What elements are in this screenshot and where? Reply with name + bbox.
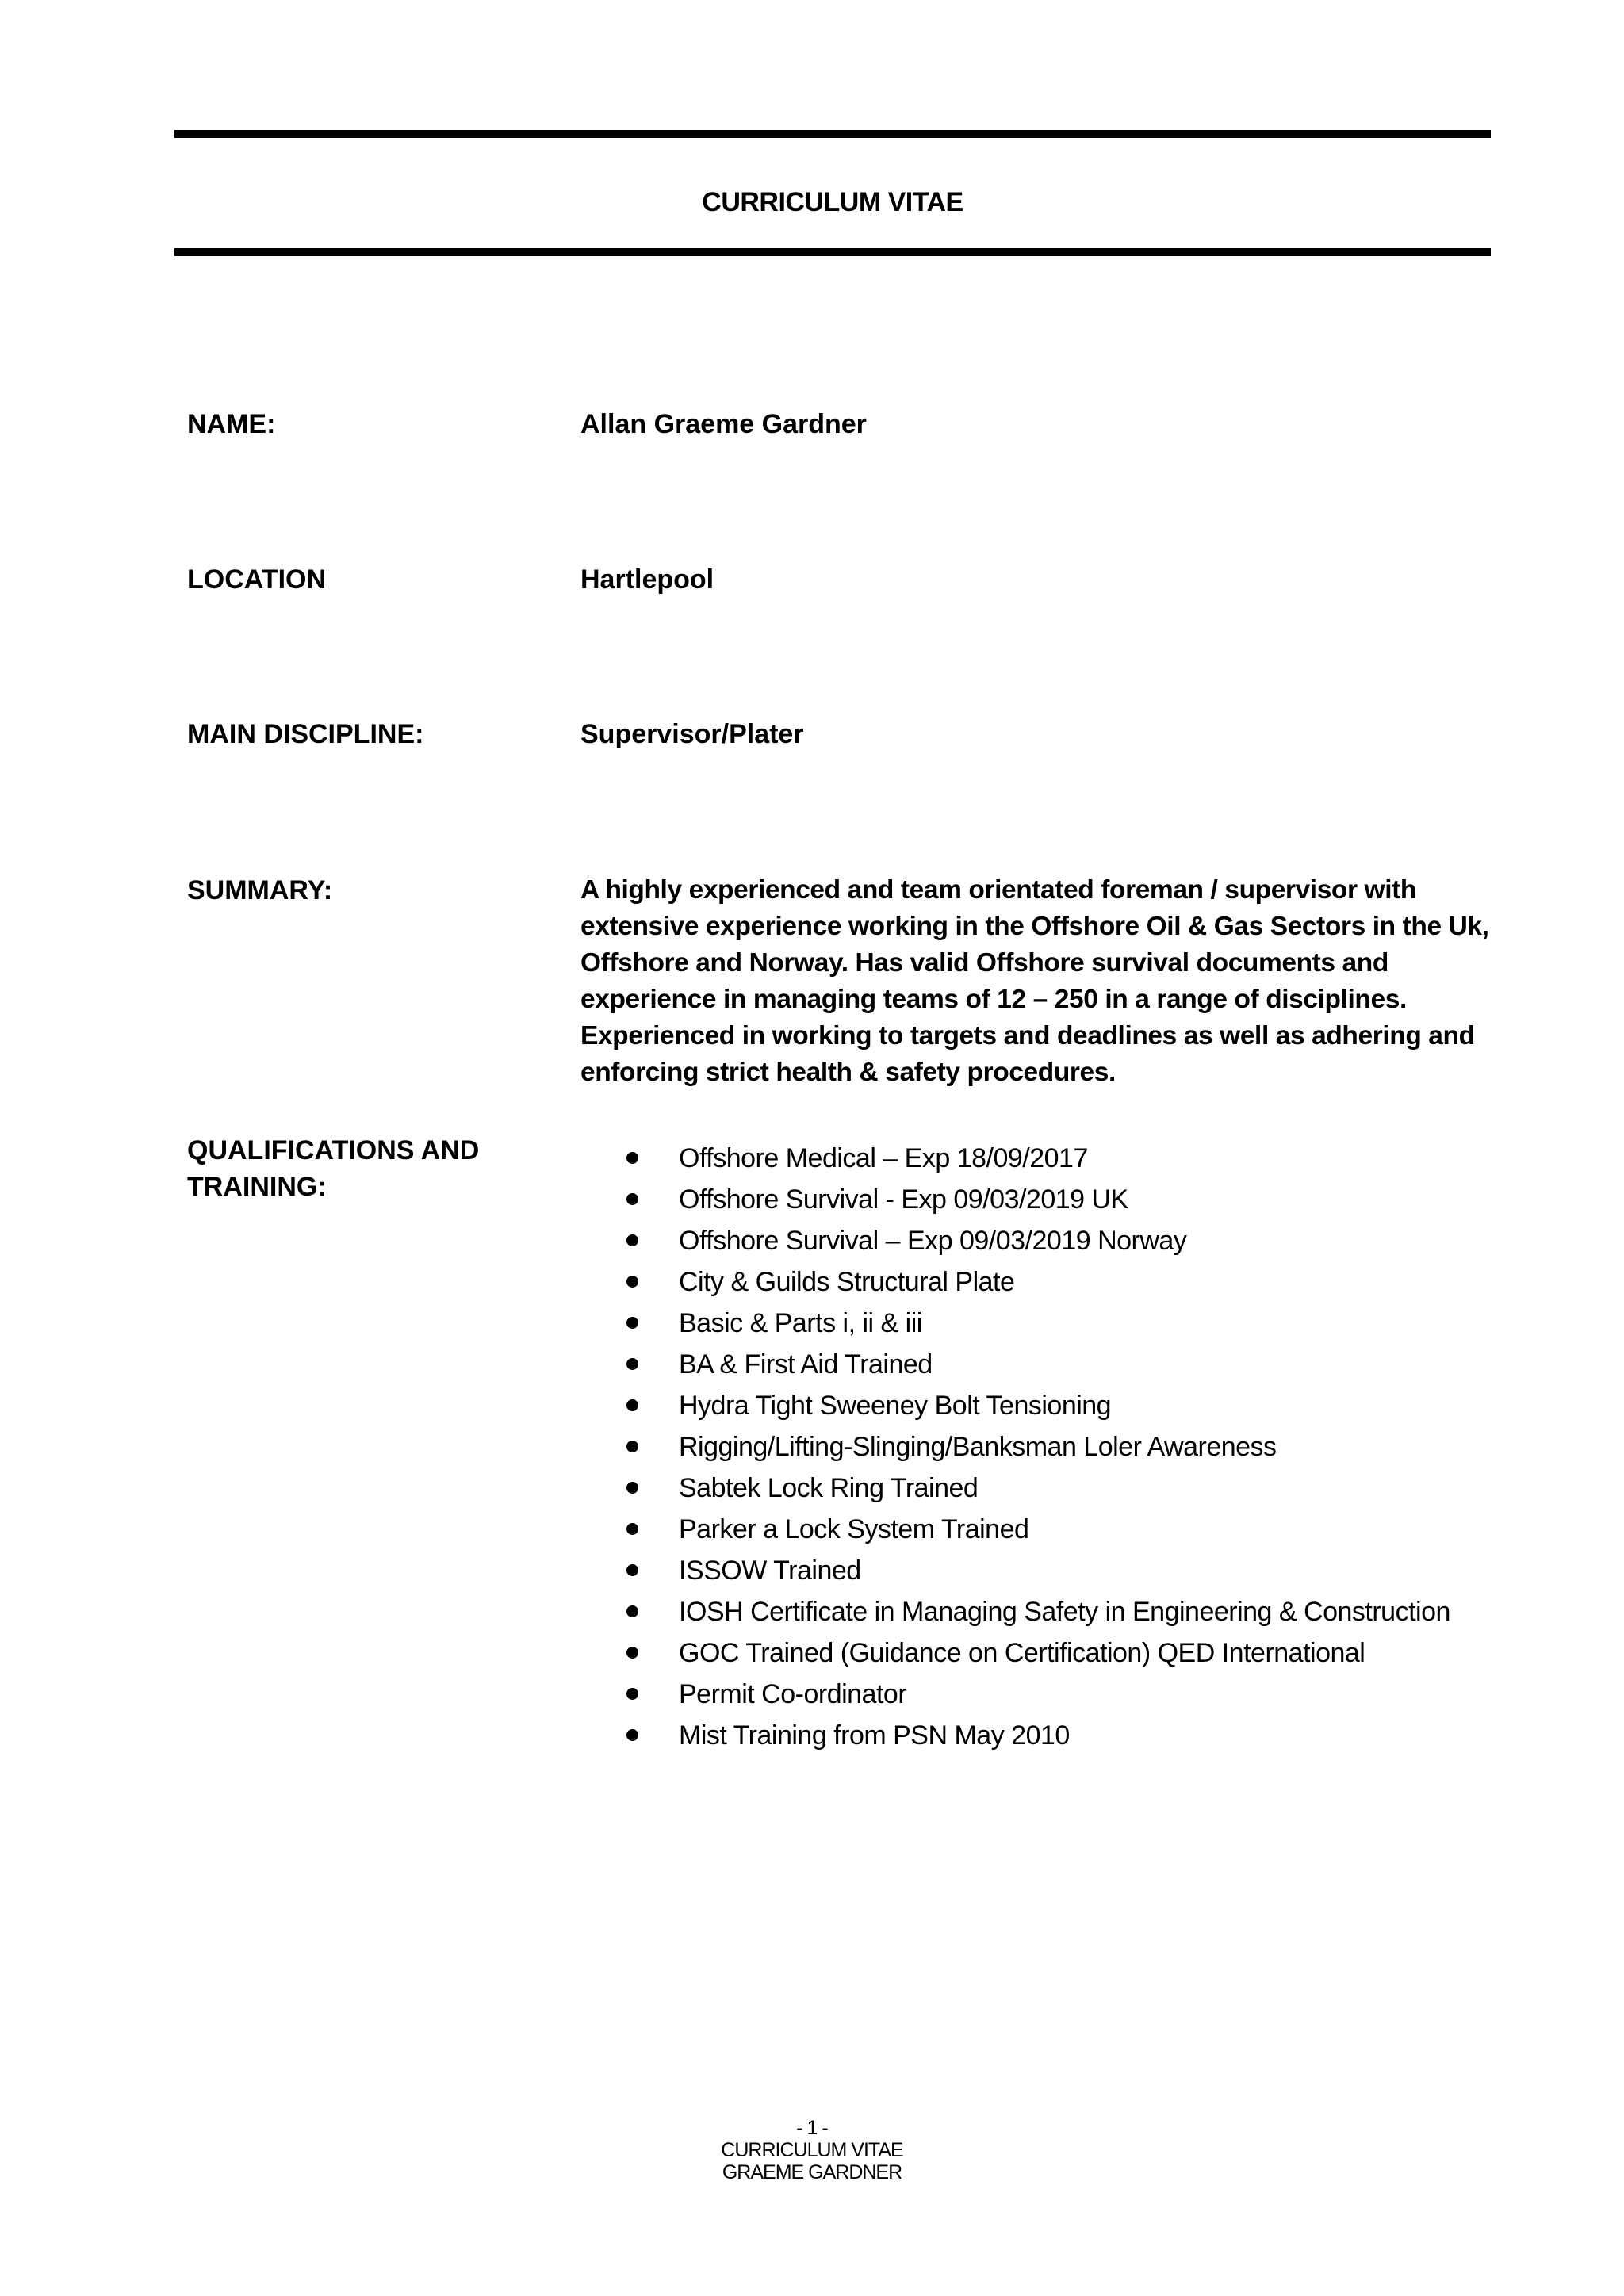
list-item: Offshore Survival - Exp 09/03/2019 UK: [580, 1179, 1450, 1220]
name-label: NAME:: [187, 409, 276, 439]
list-item: City & Guilds Structural Plate: [580, 1261, 1450, 1303]
location-value: Hartlepool: [580, 564, 714, 595]
discipline-label: MAIN DISCIPLINE:: [187, 719, 424, 749]
list-item: Mist Training from PSN May 2010: [580, 1715, 1450, 1756]
list-item: Sabtek Lock Ring Trained: [580, 1468, 1450, 1509]
list-item: IOSH Certificate in Managing Safety in Engineering & Construction: [580, 1591, 1450, 1632]
list-item: ISSOW Trained: [580, 1550, 1450, 1591]
list-item: BA & First Aid Trained: [580, 1344, 1450, 1385]
discipline-value: Supervisor/Plater: [580, 719, 804, 749]
list-item: Parker a Lock System Trained: [580, 1509, 1450, 1550]
location-label: LOCATION: [187, 564, 327, 595]
list-item: Permit Co-ordinator: [580, 1674, 1450, 1715]
document-title: CURRICULUM VITAE: [702, 187, 963, 217]
page-number: - 1 -: [796, 2117, 828, 2139]
footer-line-2: GRAEME GARDNER: [722, 2161, 902, 2183]
header-rule-bottom: [174, 248, 1491, 256]
page-footer: [0, 2117, 1624, 2183]
name-value: Allan Graeme Gardner: [580, 409, 867, 439]
list-item: Basic & Parts i, ii & iii: [580, 1303, 1450, 1344]
qualifications-list: [580, 1138, 1450, 1756]
header-rule-top: [174, 130, 1491, 138]
list-item: GOC Trained (Guidance on Certification) QED International: [580, 1632, 1450, 1674]
list-item: Hydra Tight Sweeney Bolt Tensioning: [580, 1385, 1450, 1426]
list-item: Offshore Survival – Exp 09/03/2019 Norway: [580, 1220, 1450, 1261]
summary-text: A highly experienced and team orientated foreman / supervisor with extensive experience working in the Offshore Oil & Gas Sectors in the Uk, Offshore and Norway. Has valid Offshore survival documents and experience in managing teams of 12 – 250 in a range of disciplines. Experienced in working to targets and deadlines as well as adhering and enforcing strict health & safety procedures.: [580, 875, 1489, 1087]
qualifications-label-line2: TRAINING:: [187, 1172, 327, 1202]
summary-label: SUMMARY:: [187, 875, 333, 905]
list-item: Offshore Medical – Exp 18/09/2017: [580, 1138, 1450, 1179]
list-item: Rigging/Lifting-Slinging/Banksman Loler Awareness: [580, 1426, 1450, 1468]
footer-line-1: CURRICULUM VITAE: [721, 2139, 903, 2161]
qualifications-label: [187, 1132, 479, 1205]
qualifications-label-line1: QUALIFICATIONS AND: [187, 1135, 480, 1165]
